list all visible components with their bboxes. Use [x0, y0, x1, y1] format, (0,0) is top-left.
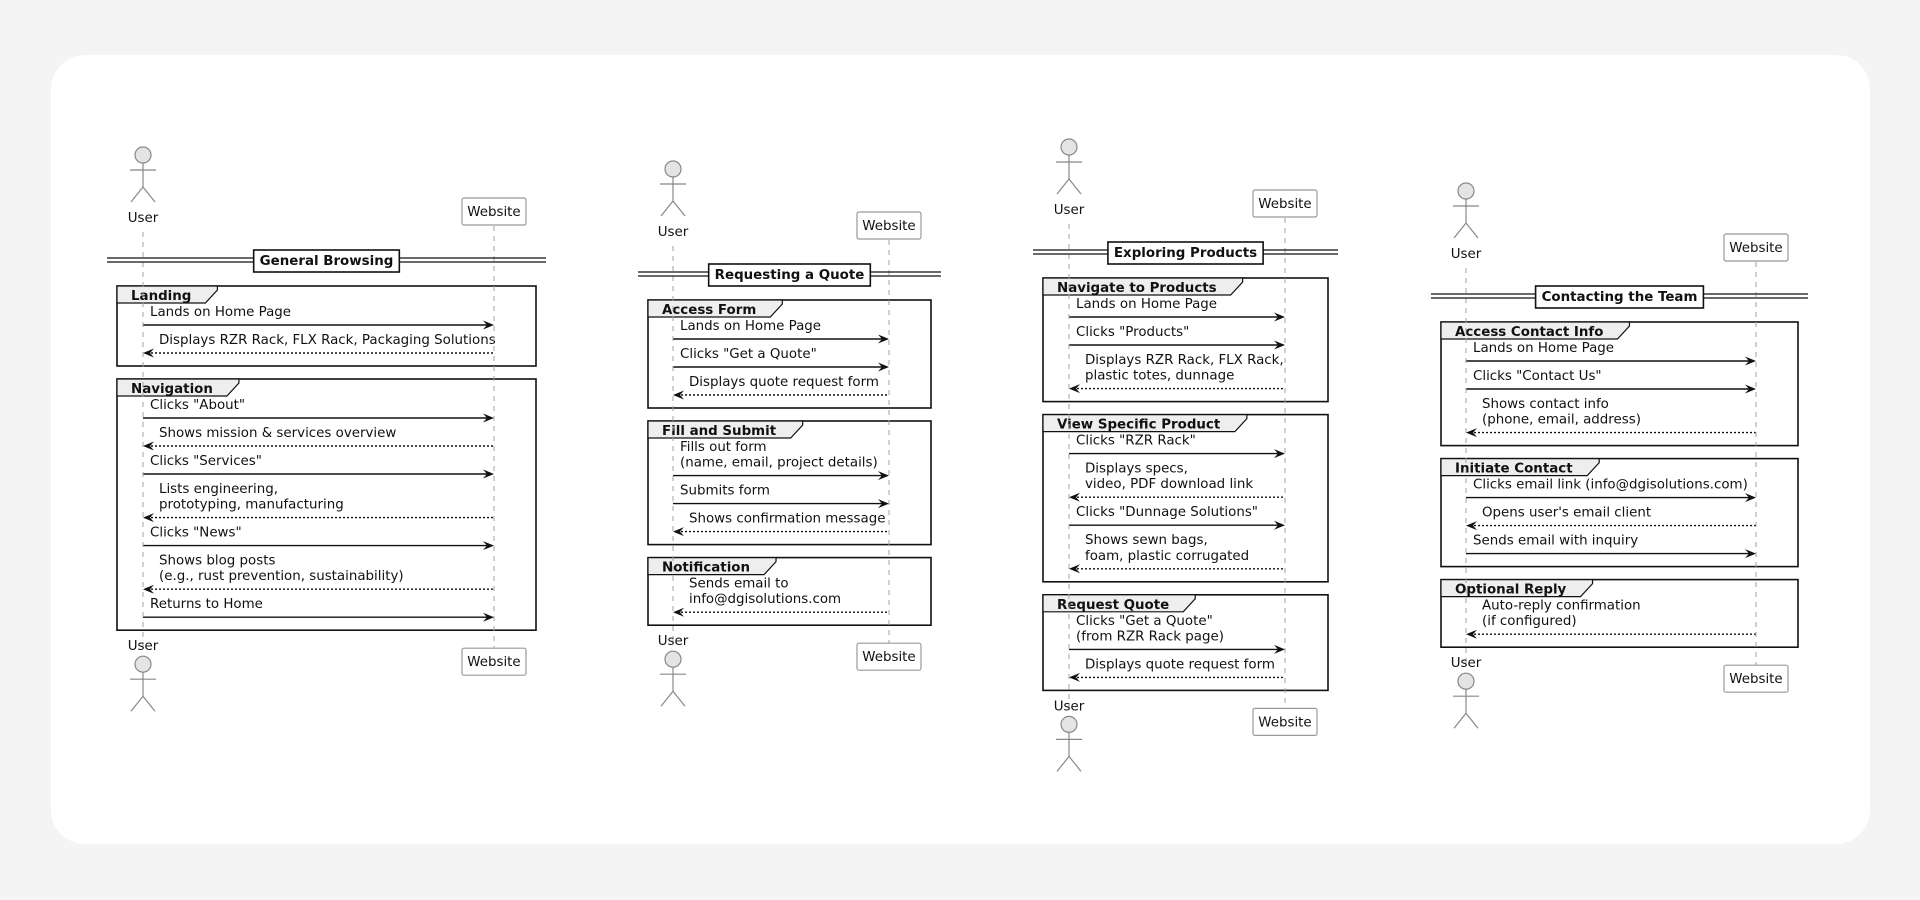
message — [1069, 325, 1285, 350]
message — [1466, 397, 1756, 437]
message-label: Lands on Home Page — [150, 305, 292, 320]
message-label: Displays quote request form — [689, 375, 879, 390]
message-label: Lands on Home Page — [680, 319, 822, 334]
frame-title: Request Quote — [1057, 597, 1170, 613]
message — [143, 597, 494, 622]
message-label: Clicks "Get a Quote" — [1076, 613, 1213, 629]
divider-title: Contacting the Team — [1541, 290, 1698, 305]
message-label: Submits form — [680, 483, 770, 499]
participant-website-label: Website — [862, 650, 916, 666]
message — [1466, 599, 1756, 639]
user-actor-icon — [1453, 673, 1479, 728]
frame-title: Optional Reply — [1455, 582, 1567, 598]
message — [1069, 614, 1285, 654]
message-label: Fills out form — [680, 440, 767, 455]
divider-title: Requesting a Quote — [714, 268, 865, 283]
message — [143, 398, 494, 423]
message — [673, 484, 889, 509]
message-label: prototyping, manufacturing — [159, 497, 344, 513]
participant-user-label: User — [657, 225, 689, 240]
frame — [117, 379, 536, 630]
participant-website-label: Website — [1729, 241, 1783, 256]
frame-title: Landing — [131, 289, 192, 304]
participant-user-label: User — [127, 211, 159, 226]
message — [1466, 341, 1756, 366]
message — [673, 347, 889, 372]
frame-title: Initiate Contact — [1455, 461, 1573, 477]
user-actor-icon — [130, 656, 156, 711]
user-actor-icon — [660, 161, 686, 216]
message-label: (name, email, project details) — [680, 455, 878, 471]
message-label: Shows confirmation message — [689, 511, 886, 527]
message — [1466, 478, 1756, 503]
message-label: Displays RZR Rack, FLX Rack, — [1085, 353, 1284, 368]
message-label: Clicks "Products" — [1076, 325, 1190, 340]
frame-title: Access Form — [662, 303, 757, 318]
message-label: Shows contact info — [1482, 397, 1609, 412]
message-label: Opens user's email client — [1482, 505, 1652, 521]
message-label: Shows sewn bags, — [1085, 533, 1208, 549]
message-label: Lists engineering, — [159, 482, 279, 497]
frame-title: View Specific Product — [1057, 417, 1221, 433]
message-label: plastic totes, dunnage — [1085, 368, 1235, 384]
message-label: video, PDF download link — [1085, 477, 1254, 493]
message — [673, 375, 889, 400]
message-label: Lands on Home Page — [1076, 297, 1218, 312]
message-label: info@dgisolutions.com — [689, 592, 842, 608]
message-label: Displays RZR Rack, FLX Rack, Packaging Solutions — [159, 333, 496, 348]
message — [143, 526, 494, 551]
message-label: Clicks "RZR Rack" — [1076, 433, 1196, 449]
frame-title: Access Contact Info — [1455, 325, 1604, 340]
message-label: Returns to Home — [150, 597, 263, 613]
participant-website-box — [1724, 234, 1788, 261]
message-label: Clicks "About" — [150, 398, 246, 413]
message-label: Clicks "Get a Quote" — [680, 347, 817, 362]
participant-website-box — [462, 198, 526, 225]
message — [143, 454, 494, 479]
message — [1069, 434, 1285, 459]
participant-user-label: User — [127, 639, 159, 655]
participant-website-label: Website — [862, 219, 916, 234]
message — [1069, 533, 1285, 573]
participant-website-label: Website — [467, 655, 521, 671]
message-label: Displays specs, — [1085, 461, 1188, 477]
participant-website-label: Website — [1729, 672, 1783, 688]
message — [1069, 505, 1285, 530]
participant-website-box — [1253, 708, 1317, 735]
message — [1069, 297, 1285, 322]
message — [673, 440, 889, 480]
message-label: Clicks "Contact Us" — [1473, 369, 1602, 384]
frame-title: Notification — [662, 560, 751, 576]
message — [1069, 657, 1285, 682]
message-label: Clicks "Dunnage Solutions" — [1076, 505, 1258, 521]
sequence-diagram — [107, 147, 546, 711]
participant-user-label: User — [1450, 656, 1482, 672]
message-label: (e.g., rust prevention, sustainability) — [159, 569, 404, 585]
message — [143, 333, 496, 358]
message — [143, 305, 494, 330]
participant-website-box — [462, 648, 526, 675]
participant-website-label: Website — [1258, 197, 1312, 212]
participant-user-label: User — [1053, 203, 1085, 218]
participant-user-label: User — [1053, 699, 1085, 715]
user-actor-icon — [660, 651, 686, 706]
message — [673, 577, 889, 617]
frame — [1441, 322, 1798, 446]
sequence-diagram — [1033, 139, 1338, 771]
message-label: (from RZR Rack page) — [1076, 629, 1224, 645]
message — [143, 482, 494, 522]
message-label: Clicks email link (info@dgisolutions.com) — [1473, 477, 1748, 493]
message-label: Shows blog posts — [159, 553, 276, 569]
message — [673, 512, 889, 537]
message — [143, 554, 494, 594]
message — [1069, 353, 1285, 393]
message-label: (if configured) — [1482, 614, 1577, 630]
message-label: Clicks "News" — [150, 525, 242, 541]
message — [1466, 506, 1756, 531]
user-actor-icon — [1056, 716, 1082, 771]
divider-title: Exploring Products — [1113, 246, 1258, 261]
message — [143, 426, 494, 451]
participant-website-box — [857, 212, 921, 239]
frame — [117, 286, 536, 366]
message-label: Sends email to — [689, 576, 789, 592]
divider-title: General Browsing — [259, 254, 394, 269]
sequence-diagram — [638, 161, 941, 706]
frame — [1441, 580, 1798, 648]
user-actor-icon — [130, 147, 156, 202]
message-label: Sends email with inquiry — [1473, 533, 1639, 549]
frame-title: Fill and Submit — [662, 424, 777, 439]
frame — [1441, 459, 1798, 567]
participant-website-box — [857, 643, 921, 670]
participant-website-box — [1253, 190, 1317, 217]
message-label: Displays quote request form — [1085, 657, 1275, 673]
frame-title: Navigate to Products — [1057, 281, 1217, 296]
message — [673, 319, 889, 344]
frame-title: Navigation — [131, 382, 213, 397]
message-label: Lands on Home Page — [1473, 341, 1615, 356]
sequence-diagram — [1431, 183, 1808, 728]
participant-user-label: User — [657, 634, 689, 650]
participant-website-label: Website — [1258, 715, 1312, 731]
user-actor-icon — [1056, 139, 1082, 194]
user-actor-icon — [1453, 183, 1479, 238]
message-label: (phone, email, address) — [1482, 412, 1641, 428]
participant-user-label: User — [1450, 247, 1482, 262]
participant-website-box — [1724, 665, 1788, 692]
message-label: Auto-reply confirmation — [1482, 598, 1641, 614]
message — [1069, 462, 1285, 502]
message — [1466, 369, 1756, 394]
message-label: Shows mission & services overview — [159, 426, 397, 441]
message — [1466, 534, 1756, 559]
message-label: foam, plastic corrugated — [1085, 548, 1250, 564]
message-label: Clicks "Services" — [150, 454, 262, 469]
participant-website-label: Website — [467, 205, 521, 220]
